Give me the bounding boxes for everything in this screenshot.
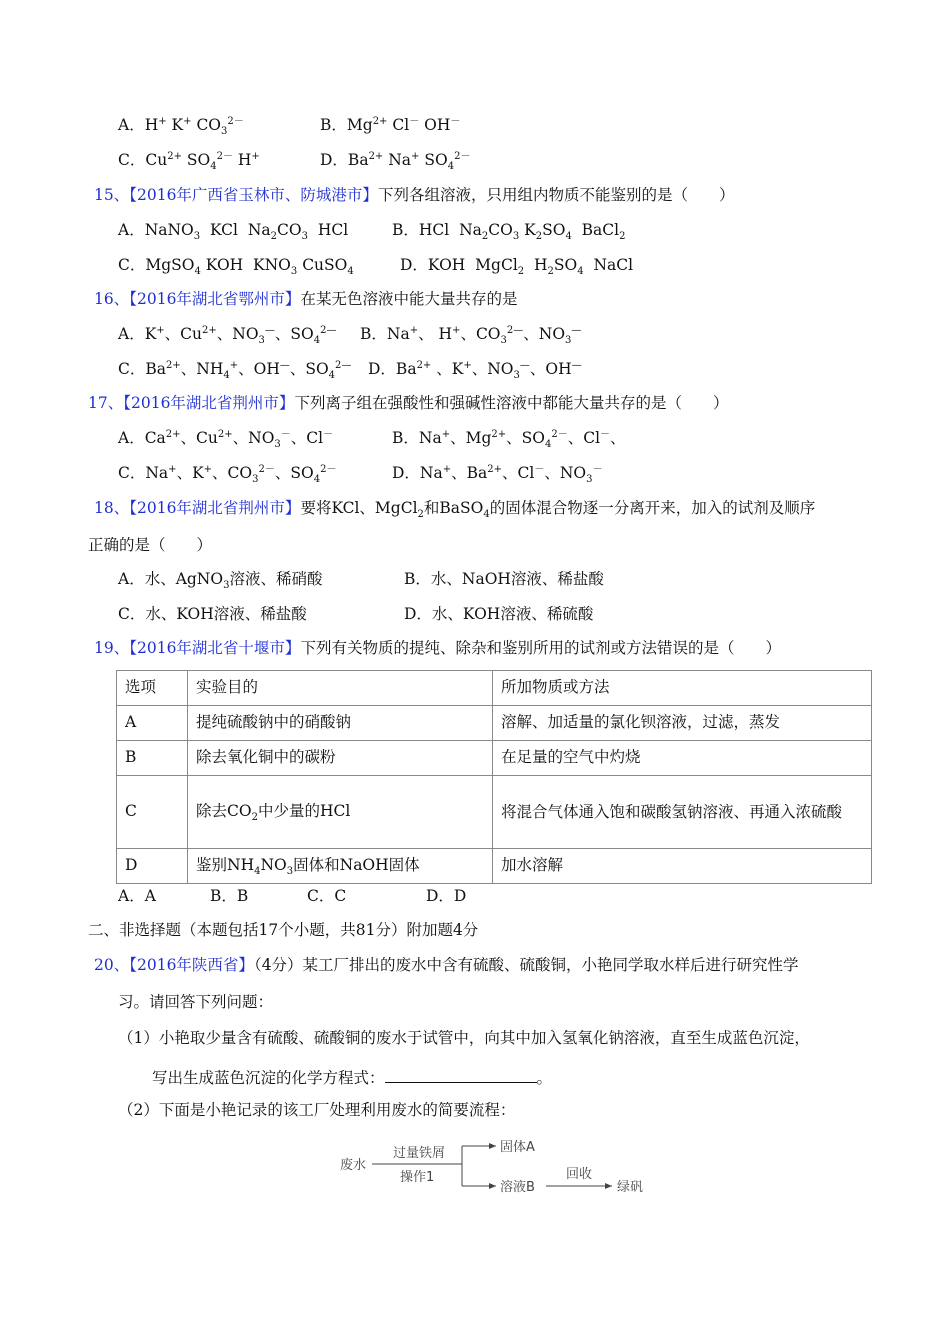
q20-part2: （2）下面是小艳记录的该工厂处理利用废水的简要流程：: [118, 1101, 516, 1119]
question-stem: 要将KCl、MgCl$_2$和BaSO$_4$的固体混合物逐一分离开来，加入的试剂及顺序: [300, 499, 816, 521]
question-18-stem-cont: 正确的是（ ）: [88, 536, 213, 554]
table-row: [117, 741, 872, 776]
table-row: [117, 706, 872, 741]
table-header: 所加物质或方法: [493, 671, 872, 706]
q17-option-a: A．$Ca^{2+}$、$Cu^{2+}$、$NO_3^-$、Cl－: [118, 428, 334, 451]
q16-option-c: C．$Ba^{2+}$、$NH_4^+$、OH—、$SO_4^{2—}$: [118, 359, 352, 382]
table-cell: C: [117, 776, 188, 849]
question-stem: 下列离子组在强酸性和强碱性溶液中都能大量共存的是（ ）: [294, 394, 729, 412]
table-cell: D: [117, 849, 188, 884]
question-source: 【2016年湖北省十堰市】: [129, 639, 301, 657]
question-stem: 在某无色溶液中能大量共存的是: [300, 290, 518, 308]
q17-option-d: D．Na+、$Ba^{2+}$、Cl－、$NO_3^-$: [392, 463, 603, 486]
table-row: [117, 849, 872, 884]
q19-option-d: D．D: [426, 887, 467, 905]
q14-option-d: D．$Ba^{2+}$ Na+ $SO_4^{2-}$: [320, 150, 471, 173]
table-header: 实验目的: [188, 671, 493, 706]
q17-option-c: C．Na+、K+、$CO_3^{2-}$、$SO_4^{2-}$: [118, 463, 337, 486]
q15-option-c: C．MgSO$_4$ KOH $KNO_3$ CuSO$_4$: [118, 256, 354, 278]
question-number: 17、: [88, 394, 124, 412]
flow-operation: 操作1: [400, 1170, 435, 1185]
question-number: 20、: [94, 956, 130, 974]
q15-option-d: D．KOH MgCl$_2$ $H_2SO_4$ NaCl: [400, 256, 634, 278]
question-19: [94, 641, 781, 657]
q19-option-c: C．C: [307, 887, 347, 905]
question-18: [94, 499, 816, 521]
table-cell: 除去氧化铜中的碳粉: [188, 741, 493, 776]
question-stem: 下列各组溶液，只用组内物质不能鉴别的是（ ）: [377, 186, 735, 204]
question-number: 15、: [94, 186, 130, 204]
flow-start: 废水: [340, 1158, 367, 1173]
question-17: [88, 396, 728, 412]
q20-part1-line2: [152, 1068, 552, 1087]
q15-option-b: B．HCl $Na_2CO_3$ $K_2SO_4$ BaCl$_2$: [392, 221, 626, 243]
question-source: 【2016年湖北省鄂州市】: [129, 290, 301, 308]
q14-option-a: A．H+ K+ $CO_3^{2-}$: [118, 115, 244, 138]
q16-option-b: B．Na+、 H+、$CO_3^{2—}$、$NO_3^—$: [360, 324, 582, 347]
question-source: 【2016年湖北省荆州市】: [123, 394, 295, 412]
q18-option-b: B．水、NaOH溶液、稀盐酸: [404, 570, 604, 588]
q20-part1-end: 。: [536, 1069, 553, 1087]
question-number: 16、: [94, 290, 130, 308]
table-header: 选项: [117, 671, 188, 706]
table-cell: 提纯硫酸钠中的硝酸钠: [188, 706, 493, 741]
table-cell: A: [117, 706, 188, 741]
table-row: [117, 776, 872, 849]
table-cell: 将混合气体通入饱和碳酸氢钠溶液、再通入浓硫酸: [493, 776, 872, 849]
question-20-stem-cont: 习。请回答下列问题：: [118, 993, 274, 1011]
q16-option-a: A．K+、$Cu^{2+}$、$NO_3^—$、$SO_4^{2—}$: [118, 324, 337, 347]
q14-option-b: B．$Mg^{2+}$ Cl－ OH－: [320, 115, 461, 134]
q20-part1-line1: （1）小艳取少量含有硫酸、硫酸铜的废水于试管中，向其中加入氢氧化钠溶液，直至生成蓝色沉淀，: [118, 1029, 810, 1047]
q14-option-c: C．$Cu^{2+}$ $SO_4^{2-}$ H+: [118, 150, 260, 173]
table-cell: 溶解、加适量的氯化钡溶液，过滤，蒸发: [493, 706, 872, 741]
q18-option-c: C．水、KOH溶液、稀盐酸: [118, 605, 307, 623]
q18-option-a: A．水、AgNO$_3$溶液、稀硝酸: [118, 570, 323, 592]
q19-option-a: A．A: [118, 887, 156, 905]
question-16: [94, 292, 517, 308]
q20-part1-prompt: 写出生成蓝色沉淀的化学方程式：: [152, 1069, 385, 1087]
table-cell: 加水溶解: [493, 849, 872, 884]
q16-option-d: D．$Ba^{2+}$ 、K+、$NO_3^—$、OH—: [368, 359, 582, 382]
process-flow-diagram: [338, 1133, 658, 1199]
flow-product: 绿矾: [617, 1180, 644, 1195]
question-number: 19、: [94, 639, 130, 657]
question-source: 【2016年广西省玉林市、防城港市】: [129, 186, 378, 204]
answer-blank: [385, 1068, 537, 1083]
question-number: 18、: [94, 499, 130, 517]
section-heading: 二、非选择题（本题包括17个小题，共81分）附加题4分: [88, 921, 479, 939]
experiment-table: [116, 670, 872, 884]
question-source: 【2016年湖北省荆州市】: [129, 499, 301, 517]
table-cell: B: [117, 741, 188, 776]
table-cell: 鉴别$NH_4NO_3$固体和NaOH固体: [188, 849, 493, 884]
q19-option-b: B．B: [210, 887, 249, 905]
table-cell: 除去$CO_2$中少量的HCl: [188, 776, 493, 849]
table-header-row: [117, 671, 872, 706]
q18-option-d: D．水、KOH溶液、稀硫酸: [404, 605, 594, 623]
flow-recycle: 回收: [566, 1167, 593, 1182]
question-stem: （4分）某工厂排出的废水中含有硫酸、硫酸铜，小艳同学取水样后进行研究性学: [253, 956, 799, 974]
flow-reagent: 过量铁屑: [393, 1146, 446, 1161]
flow-solution: 溶液B: [500, 1180, 535, 1195]
question-source: 【2016年陕西省】: [129, 956, 254, 974]
question-20: [94, 958, 799, 974]
flow-solid: 固体A: [500, 1140, 535, 1155]
q15-option-a: A．NaNO$_3$ KCl $Na_2CO_3$ HCl: [118, 221, 349, 243]
q17-option-b: B．Na+、$Mg^{2+}$、$SO_4^{2-}$、Cl－、: [392, 428, 626, 451]
question-stem: 下列有关物质的提纯、除杂和鉴别所用的试剂或方法错误的是（ ）: [300, 639, 781, 657]
question-15: [94, 188, 734, 204]
table-cell: 在足量的空气中灼烧: [493, 741, 872, 776]
